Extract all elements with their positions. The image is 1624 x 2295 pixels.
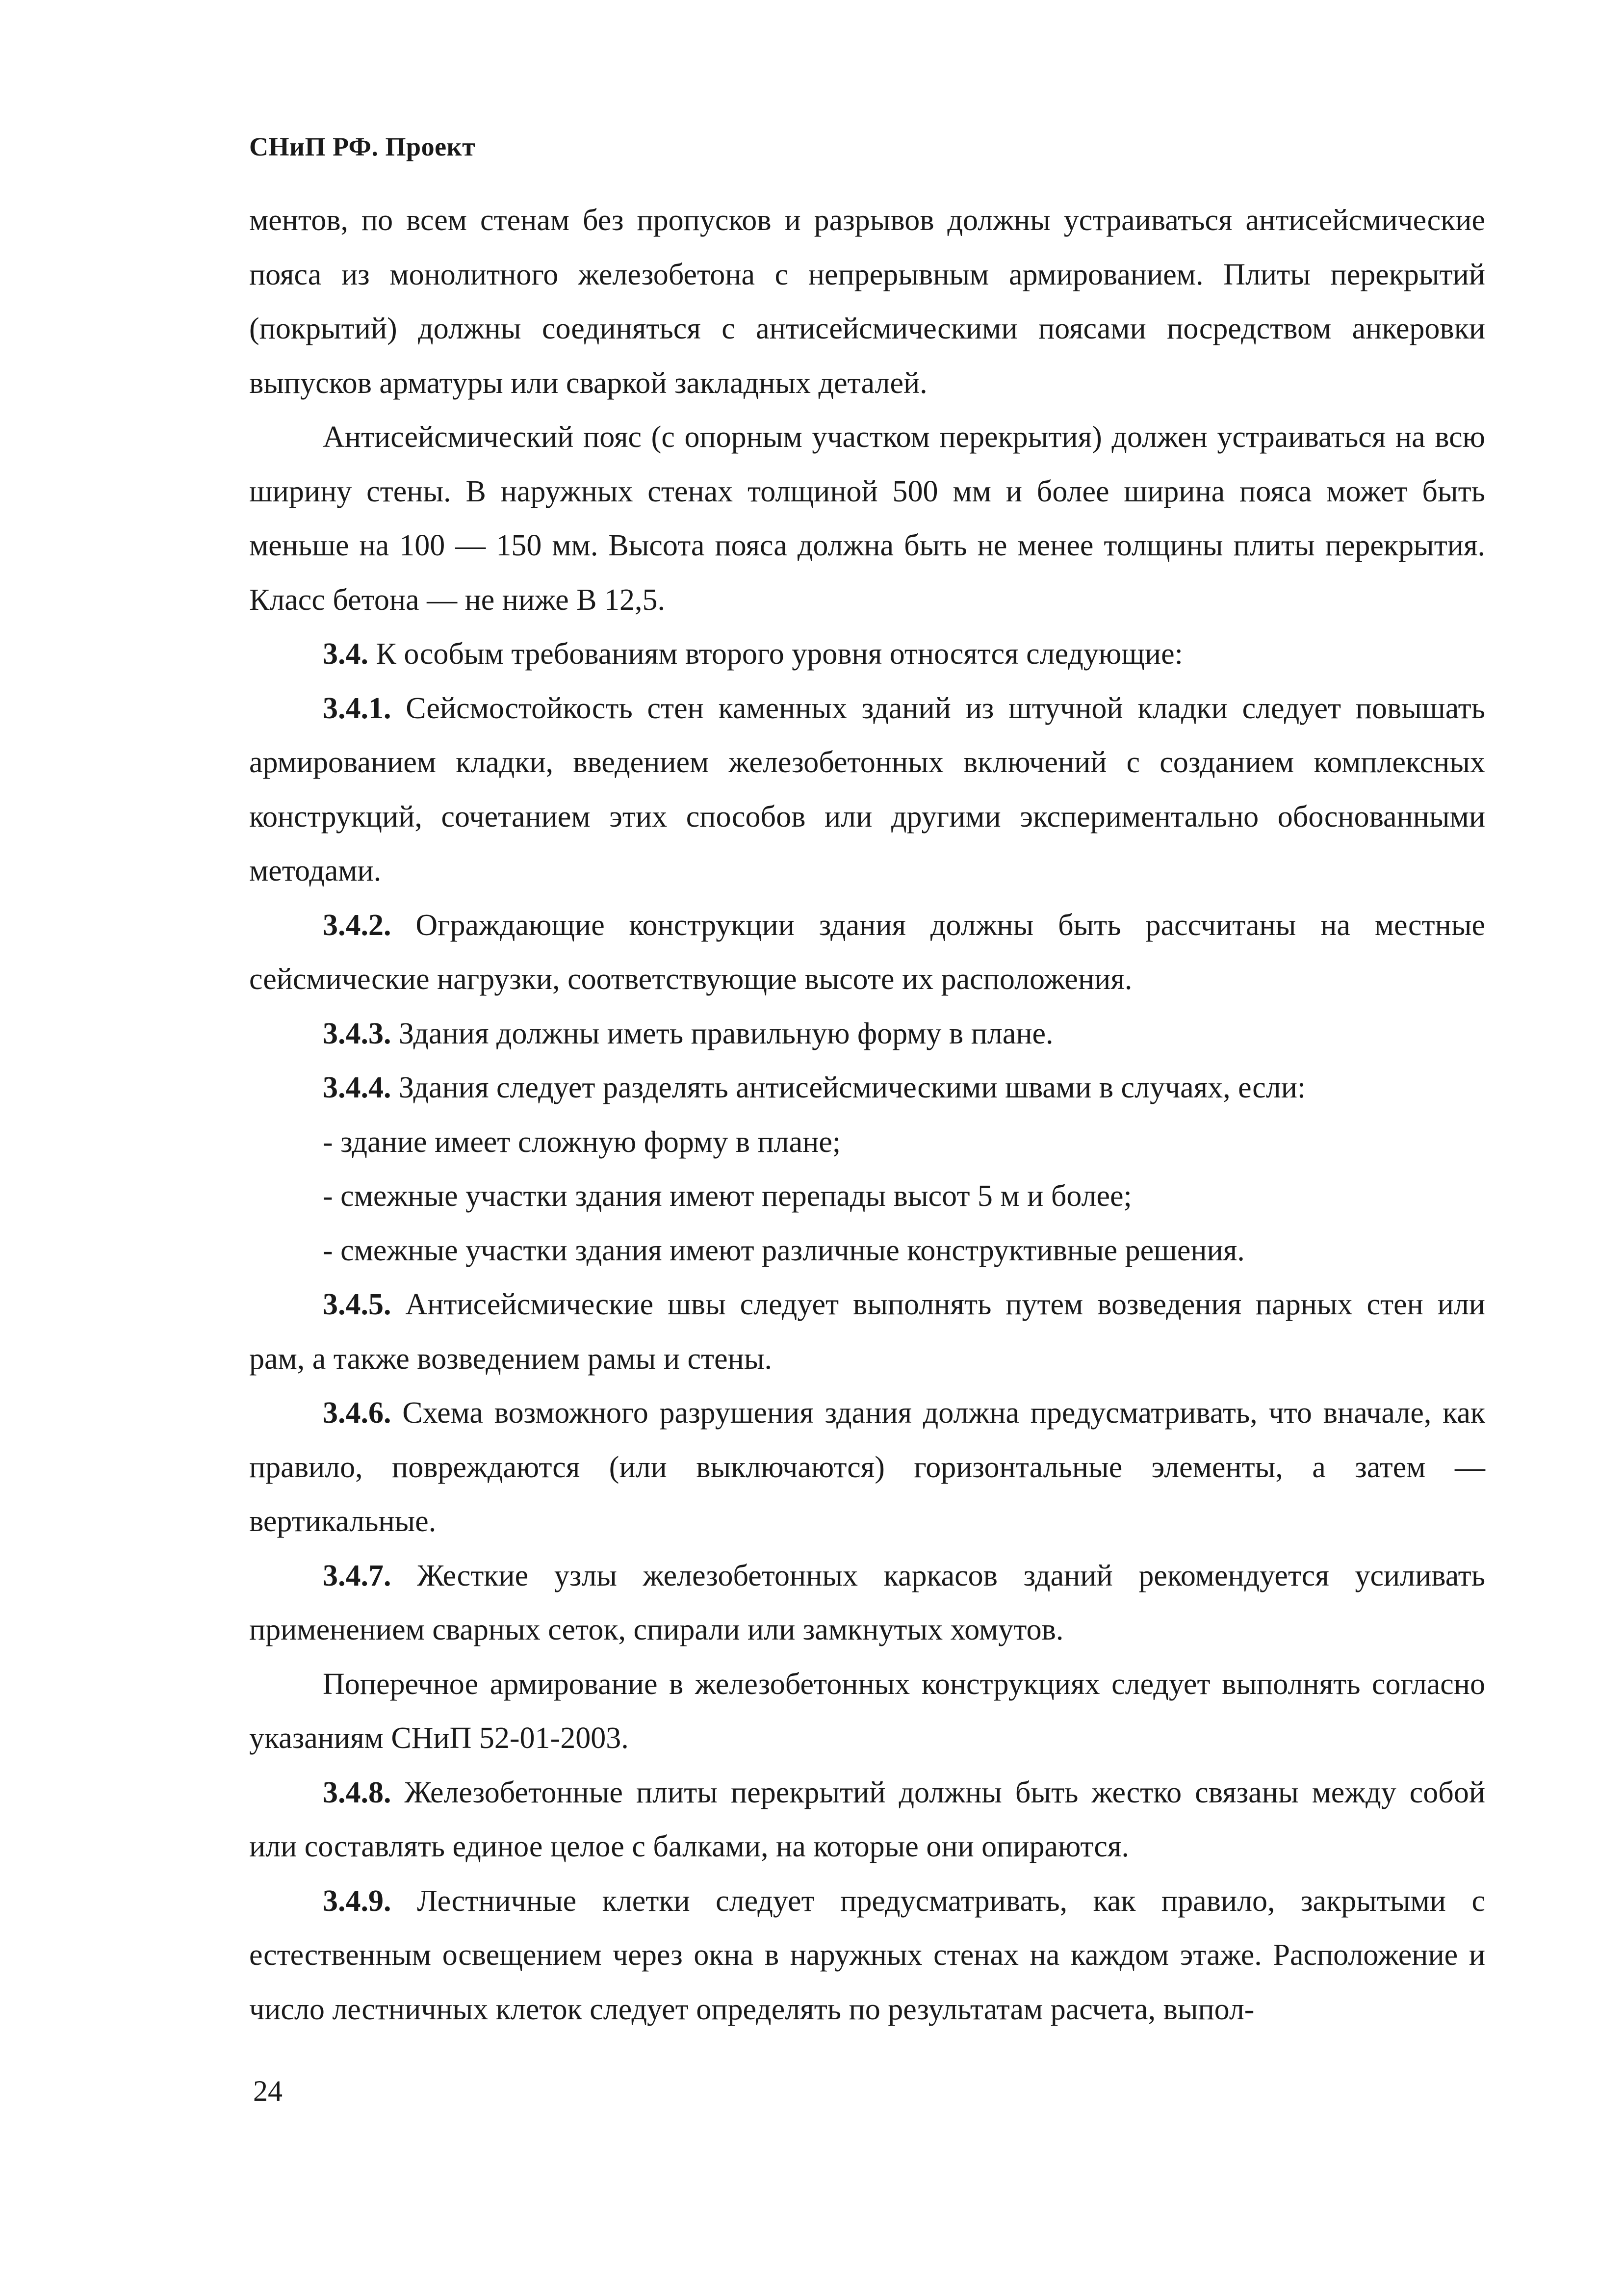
paragraph-transverse-reinforcement	[249, 1657, 1485, 1766]
clause-3-4-7	[249, 1549, 1485, 1657]
clause-text: Антисейсмические швы следует выполнять путем возведения парных стен или рам, а также возведением рамы и стены.	[249, 1288, 1485, 1376]
clause-text: Железобетонные плиты перекрытий должны быть жестко связаны между собой или составлять единое целое с балками, на которые они опираются.	[249, 1775, 1485, 1863]
clause-text: К особым требованиям второго уровня относятся следующие:	[368, 637, 1183, 671]
list-item: - здание имеет сложную форму в плане;	[323, 1125, 841, 1159]
clause-number: 3.4.1.	[323, 691, 391, 725]
clause-number: 3.4.4.	[323, 1071, 391, 1104]
list-item: - смежные участки здания имеют перепады высот 5 м и более;	[323, 1179, 1132, 1213]
clause-3-4-5	[249, 1278, 1485, 1386]
clause-3-4-3	[249, 1007, 1485, 1061]
clause-3-4-2	[249, 898, 1485, 1007]
page-number: 24	[253, 2075, 283, 2107]
clause-3-4-1	[249, 681, 1485, 898]
paragraph-text: Антисейсмический пояс (с опорным участком перекрытия) должен устраиваться на всю ширину стены. В наружных стенах толщиной 500 мм и более ширина пояса может быть меньше на 100 — 150 мм. Высота пояса должна быть не менее толщины плиты перекрытия. Класс бетона — не ниже В 12,5.	[249, 420, 1485, 617]
paragraph-continuation	[249, 193, 1485, 410]
running-header: СНиП РФ. Проект	[249, 132, 476, 161]
paragraph-belt	[249, 410, 1485, 627]
clause-3-4-6	[249, 1386, 1485, 1549]
clause-3-4-8	[249, 1766, 1485, 1874]
clause-text: Здания следует разделять антисейсмическими швами в случаях, если:	[391, 1071, 1306, 1104]
clause-number: 3.4.7.	[323, 1559, 391, 1592]
clause-text: Сейсмостойкость стен каменных зданий из штучной кладки следует повышать армированием кладки, введением железобетонных включений с созданием комплексных конструкций, сочетанием этих способов или другими экспериментально обоснованными методами.	[249, 691, 1485, 887]
clause-number: 3.4.5.	[323, 1288, 391, 1321]
clause-number: 3.4.6.	[323, 1396, 391, 1430]
clause-text: Жесткие узлы железобетонных каркасов зданий рекомендуется усиливать применением сварных сеток, спирали или замкнутых хомутов.	[249, 1559, 1485, 1646]
body-text	[249, 193, 1485, 2036]
clause-number: 3.4.9.	[323, 1884, 391, 1918]
clause-number: 3.4.3.	[323, 1017, 391, 1050]
clause-text: Лестничные клетки следует предусматривать, как правило, закрытыми с естественным освещением через окна в наружных стенах на каждом этаже. Расположение и число лестничных клеток следует определять по результатам расчета, выпол-	[249, 1884, 1485, 2026]
paragraph-text: Поперечное армирование в железобетонных конструкциях следует выполнять согласно указаниям СНиП 52-01-2003.	[249, 1667, 1485, 1755]
clause-number: 3.4.	[323, 637, 368, 671]
clause-number: 3.4.2.	[323, 908, 391, 942]
clause-text: Ограждающие конструкции здания должны быть рассчитаны на местные сейсмические нагрузки, соответствующие высоте их расположения.	[249, 908, 1485, 996]
clause-number: 3.4.8.	[323, 1775, 391, 1809]
clause-3-4-4	[249, 1061, 1485, 1115]
list-item: - смежные участки здания имеют различные конструктивные решения.	[323, 1233, 1245, 1267]
clause-text: Здания должны иметь правильную форму в плане.	[391, 1017, 1054, 1050]
paragraph-text: ментов, по всем стенам без пропусков и разрывов должны устраиваться антисейсмические пояса из монолитного железобетона с непрерывным армированием. Плиты перекрытий (покрытий) должны соединяться с антисейсмическими поясами посредством анкеровки выпусков арматуры или сваркой закладных деталей.	[249, 204, 1485, 400]
clause-3-4-9	[249, 1874, 1485, 2037]
clause-text: Схема возможного разрушения здания должна предусматривать, что вначале, как правило, повреждаются (или выключаются) горизонтальные элементы, а затем — вертикальные.	[249, 1396, 1485, 1538]
clause-3-4	[249, 627, 1485, 681]
